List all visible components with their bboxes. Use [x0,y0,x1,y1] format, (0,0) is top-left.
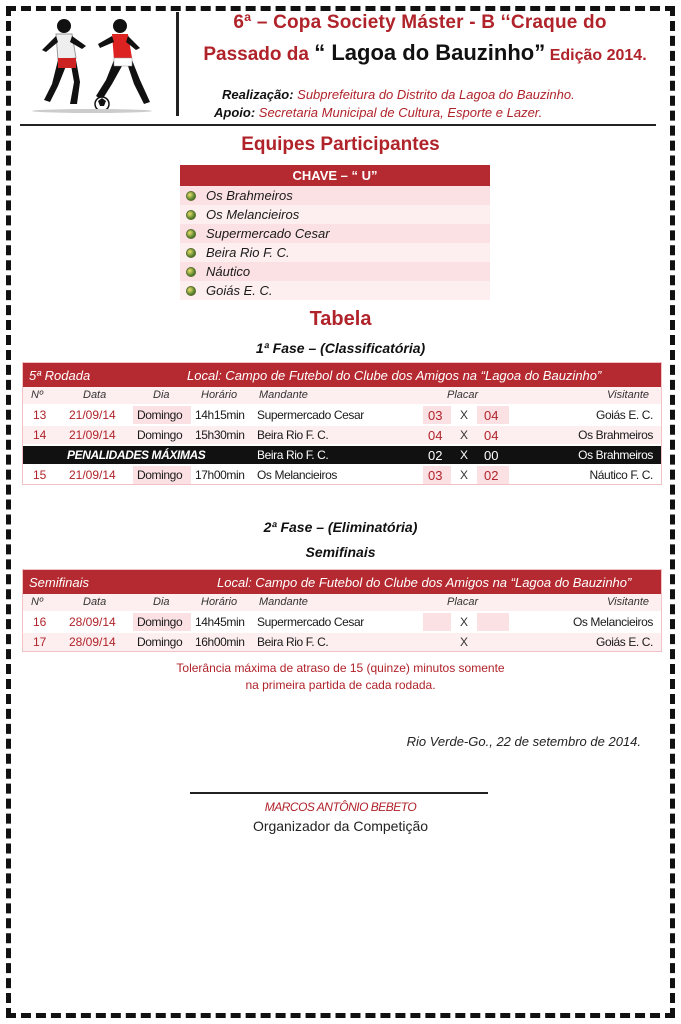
table-row-penalties: PENALIDADES MÁXIMAS Beira Rio F. C. 02 X 00 Os Brahmeiros [23,444,661,464]
semifinal-table [22,569,662,652]
dashed-border [6,6,675,1018]
list-item: Supermercado Cesar [180,224,490,243]
table-header [23,570,661,594]
semifinal-title: Semifinais [305,544,376,560]
list-item: Náutico [180,262,490,281]
ball-icon [186,286,196,296]
table-header [23,363,661,387]
ball-icon [186,267,196,277]
ball-icon [186,191,196,201]
apoio: Apoio: Secretaria Municipal de Cultura, Esporte e Lazer. [214,105,543,120]
table-row: 15 21/09/14 Domingo 17h00min Os Melancieiros 03 X 02 Náutico F. C. [23,464,661,484]
tolerancia-note: Tolerância máxima de atraso de 15 (quinze) minutos somente na primeira partida de cada rodada. [176,661,505,692]
table-row: 14 21/09/14 Domingo 15h30min Beira Rio F. C. 04 X 04 Os Brahmeiros [23,424,661,444]
chave-header: CHAVE – “ U” [180,165,490,186]
ball-icon [186,248,196,258]
column-headers: Nº Data Dia Horário Mandante Placar Visitante [23,594,661,611]
header-rule [20,124,656,126]
round-label: 5ª Rodada [29,368,91,383]
list-item: Goiás E. C. [180,281,490,300]
signature-line [190,792,488,794]
list-item: Os Melancieiros [180,205,490,224]
list-item: Os Brahmeiros [180,186,490,205]
fase1-title: 1ª Fase – (Classificatória) [255,340,426,356]
equipes-title: Equipes Participantes [241,134,440,155]
list-item: Beira Rio F. C. [180,243,490,262]
column-headers: Nº Data Dia Horário Mandante Placar Visitante [23,387,661,404]
title-edicao: Edição 2014. [545,47,647,64]
fase1-table [22,362,662,485]
signer-role: Organizador da Competição [252,818,429,834]
local-label: Local: Campo de Futebol do Clube dos Amigos na “Lagoa do Bauzinho” [187,368,602,383]
tabela-title: Tabela [309,308,372,330]
realizacao: Realização: Subprefeitura do Distrito da Lagoa do Bauzinho. [222,87,575,102]
table-row: 13 21/09/14 Domingo 14h15min Supermercado Cesar 03 X 04 Goiás E. C. [23,404,661,424]
place-date: Rio Verde-Go., 22 de setembro de 2014. [406,734,641,749]
fase2-title: 2ª Fase – (Eliminatória) [263,519,418,535]
title-lagoa: “ Lagoa do Bauzinho” [314,40,546,65]
signer-name: MARCOS ANTÔNIO BEBETO [264,800,417,814]
table-row: 16 28/09/14 Domingo 14h45min Supermercado Cesar X Os Melancieiros [23,611,661,631]
local-label: Local: Campo de Futebol do Clube dos Amigos na “Lagoa do Bauzinho” [217,575,632,590]
teams-list [180,165,490,300]
ball-icon [186,229,196,239]
header-divider [176,12,179,116]
round-label: Semifinais [29,575,89,590]
page-title-line2: Passado da “ Lagoa do Bauzinho” Edição 2014. [203,40,647,65]
ball-icon [186,210,196,220]
page-title-line1: 6ª – Copa Society Máster - B ‘‘Craque do [233,12,607,33]
soccer-players-logo [22,14,162,114]
table-row: 17 28/09/14 Domingo 16h00min Beira Rio F. C. X Goiás E. C. [23,631,661,651]
